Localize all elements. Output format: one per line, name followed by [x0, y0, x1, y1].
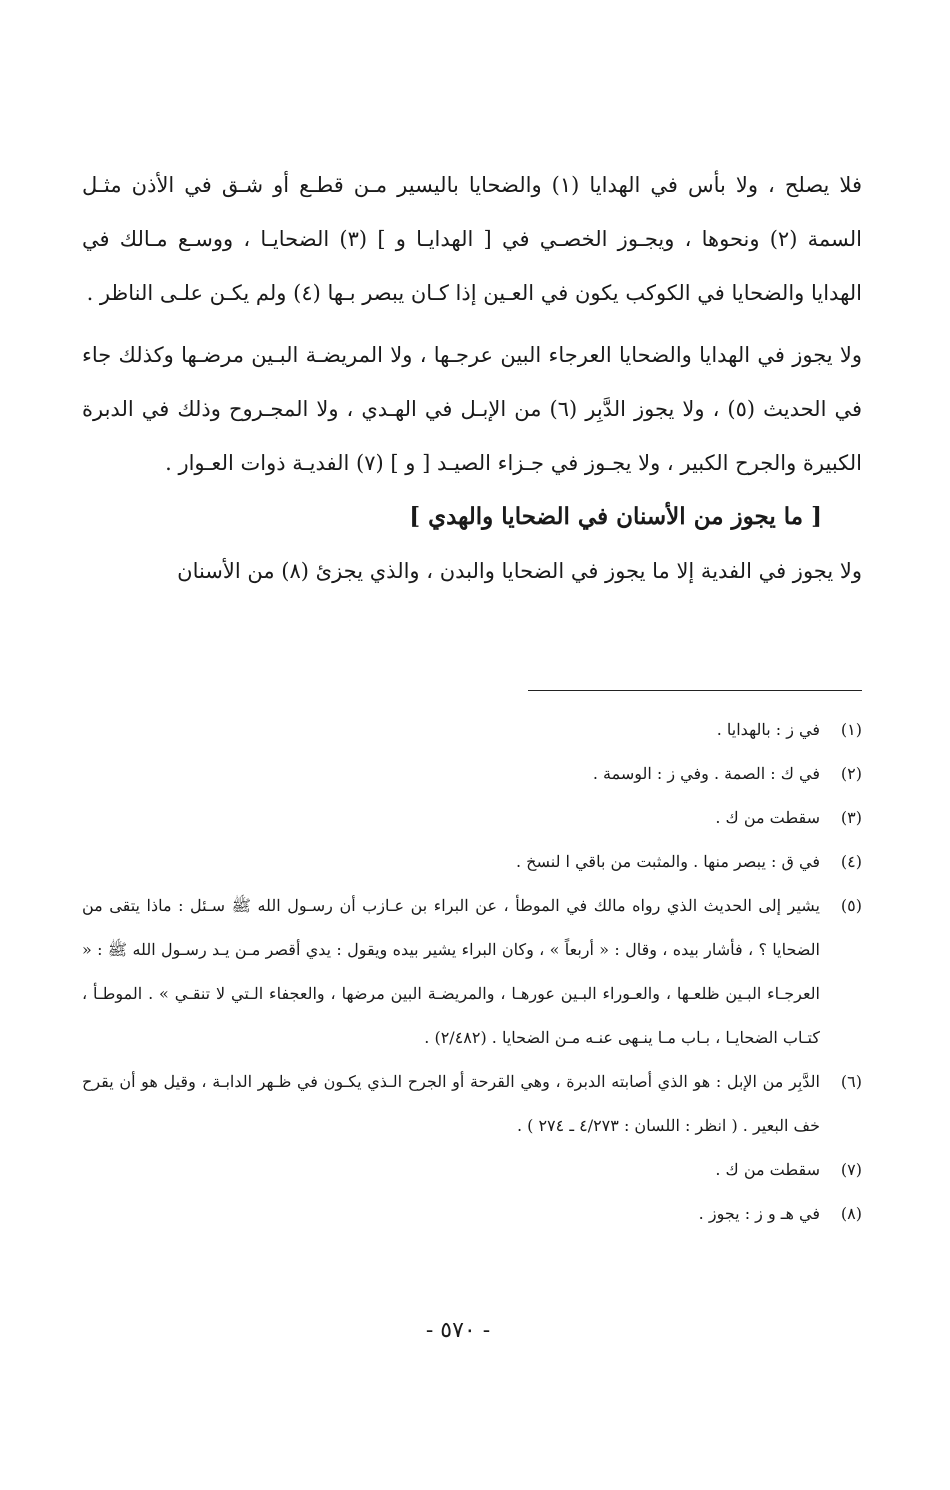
- footnote-number: (٥): [840, 896, 862, 915]
- footnote-1: [82, 708, 862, 752]
- footnote-number: (٤): [840, 852, 862, 871]
- footnote-text: يشير إلى الحديث الذي رواه مالك في الموطأ ، عن البراء بن عـازب أن رسـول الله ﷺ سـئل : ماذا يتقى من الضحايا ؟ ، فأشار بيده ، وقال : « أربعاً » ، وكان البراء يشير بيده ويقول : يدي أقصر مـن يـد رسـول الله ﷺ : « العرجـاء البـين ظلعـها ، والعـوراء البـين عورهـا ، والمريضـة البين مرضها ، والعجفاء الـتي لا تنقـي » . الموطـأ ، كتـاب الضحايـا ، بـاب مـا ينـهى عنـه مـن الضحايا . (٢/٤٨٢) .: [82, 896, 821, 1047]
- footnote-text: سقطت من ك .: [715, 1160, 820, 1179]
- page-number: - ٥٧٠ -: [425, 1318, 491, 1343]
- footnote-6: [82, 1060, 862, 1148]
- footnote-3: [82, 796, 862, 840]
- footnote-number: (١): [840, 720, 862, 739]
- paragraph-1: فلا يصلح ، ولا بأس في الهدايا (١) والضحايا باليسير مـن قطـع أو شـق في الأذن مثـل السمة (٢) ونحوها ، ويجـوز الخصـي في [ الهدايـا و ] (٣) الضحايـا ، ووسـع مـالك في الهدايا والضحايا في الكوكب يكون في العـين إذا كـان يبصر بـها (٤) ولم يكـن علـى الناظر .: [82, 173, 863, 305]
- footnote-number: (٨): [840, 1204, 862, 1223]
- footnote-text: في ق : يبصر منها . والمثبت من باقي ا لنسخ .: [515, 852, 820, 871]
- paragraph-3: ولا يجوز في الفدية إلا ما يجوز في الضحايا والبدن ، والذي يجزئ (٨) من الأسنان: [177, 559, 862, 583]
- footnote-number: (٣): [840, 808, 862, 827]
- footnote-8: [82, 1192, 862, 1236]
- footnote-number: (٦): [840, 1072, 862, 1091]
- footnote-text: في ز : بالهدايا .: [716, 720, 820, 739]
- footnotes: [82, 708, 862, 1236]
- footnote-4: [82, 840, 862, 884]
- footnote-number: (٢): [840, 764, 862, 783]
- footnote-7: [82, 1148, 862, 1192]
- footnote-number: (٧): [840, 1160, 862, 1179]
- section-heading: [ ما يجوز من الأسنان في الضحايا والهدي ]: [409, 503, 822, 530]
- paragraph-2: ولا يجوز في الهدايا والضحايا العرجاء البين عرجـها ، ولا المريضـة البـين مرضـها وكذلك جاء في الحديث (٥) ، ولا يجوز الدَّبِر (٦) من الإبـل في الهـدي ، ولا المجـروح وذلك في الدبرة الكبيرة والجرح الكبير ، ولا يجـوز في جـزاء الصيـد [ و ] (٧) الفديـة ذوات العـوار .: [82, 343, 862, 475]
- footnote-text: في هـ و ز : يجوز .: [698, 1204, 820, 1223]
- main-text: [82, 158, 862, 598]
- footnote-5: [82, 884, 862, 1060]
- footnote-text: في ك : الصمة . وفي ز : الوسمة .: [592, 764, 820, 783]
- footnote-text: سقطت من ك .: [715, 808, 820, 827]
- footnote-text: الدَّبِر من الإبل : هو الذي أصابته الدبرة ، وهي القرحة أو الجرح الـذي يكـون في ظـهر الدابـة ، وقيل هو أن يقرح خف البعير . ( انظر : اللسان : ٤/٢٧٣ ـ ٢٧٤ ) .: [82, 1072, 820, 1135]
- footnote-2: [82, 752, 862, 796]
- footnote-separator: [528, 690, 862, 691]
